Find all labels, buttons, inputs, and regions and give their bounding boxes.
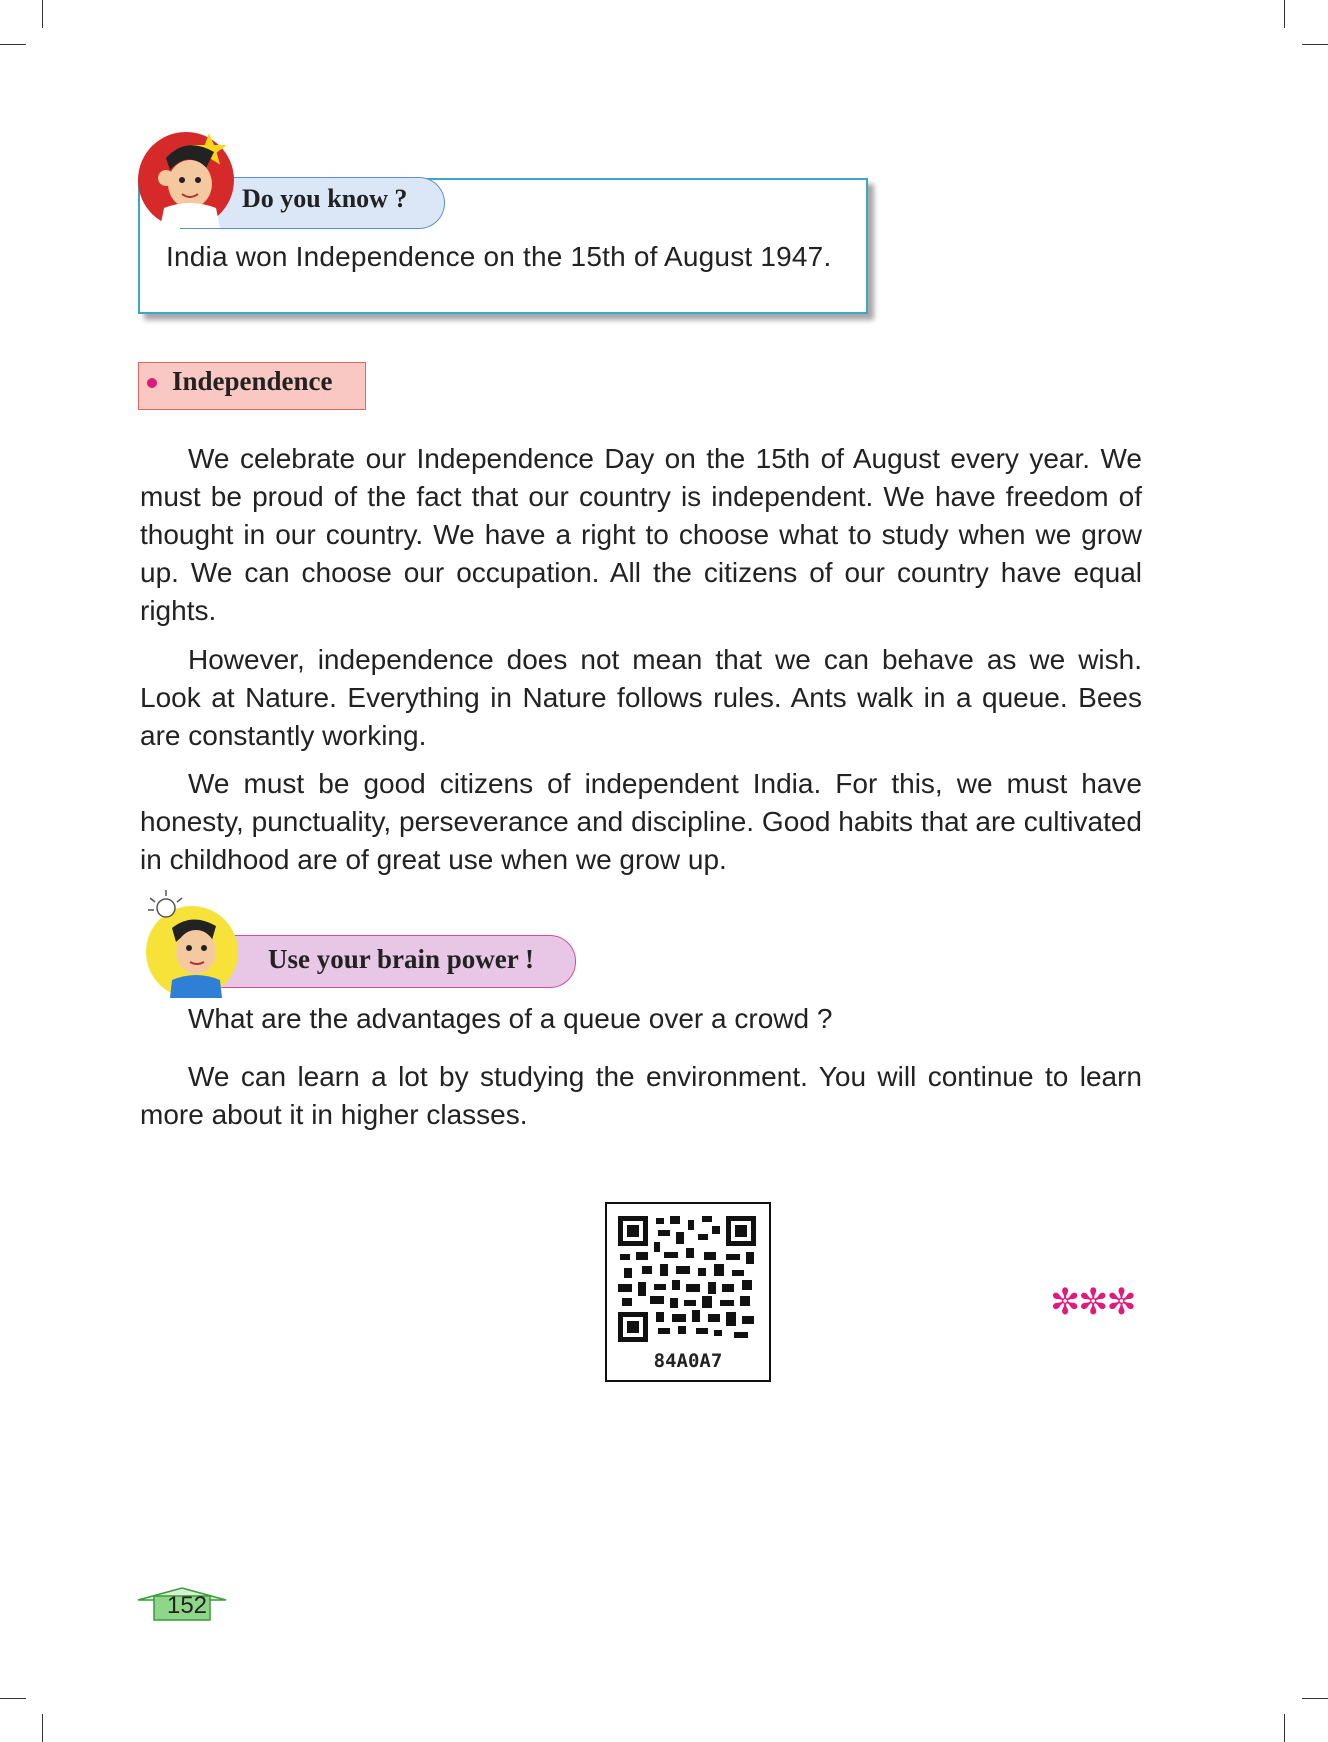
paragraph: We must be good citizens of independent India. For this, we must have honesty, punctuality, perseverance and discipline. Good habits that are cultivated in childhood are of great use when we grow up.: [140, 768, 1142, 875]
crop-mark: [42, 0, 43, 28]
section-title: Independence: [172, 366, 333, 396]
boy-thinking-mascot-icon: [136, 128, 248, 228]
crop-mark: [1302, 1698, 1328, 1699]
qr-code-icon: [614, 1212, 760, 1348]
crop-mark: [42, 1714, 43, 1742]
crop-mark: [1284, 0, 1285, 28]
paragraph: However, independence does not mean that we can behave as we wish. Look at Nature. Everything in Nature follows rules. Ants walk in a queue. Bees are constantly working.: [140, 644, 1142, 751]
boy-lightbulb-mascot-icon: [142, 888, 242, 998]
crop-mark: [1302, 44, 1328, 45]
crop-mark: [0, 1698, 26, 1699]
brain-power-title: Use your brain power !: [268, 944, 535, 974]
do-you-know-title: Do you know ?: [242, 184, 408, 213]
crop-mark: [1284, 1714, 1285, 1742]
page-number: 152: [166, 1592, 208, 1619]
end-of-chapter-stars: ✼✼✼: [1050, 1282, 1135, 1323]
crop-mark: [0, 44, 26, 45]
brain-power-question: What are the advantages of a queue over a crowd ?: [188, 1003, 833, 1034]
closing-paragraph: We can learn a lot by studying the environment. You will continue to learn more about it in higher classes.: [140, 1061, 1142, 1130]
bullet-dot-icon: [147, 378, 157, 388]
do-you-know-text: India won Independence on the 15th of August 1947.: [166, 241, 832, 272]
paragraph: We celebrate our Independence Day on the 15th of August every year. We must be proud of the fact that our country is independent. We have freedom of thought in our country. We have a right to choose what to study when we grow up. We can choose our occupation. All the citizens of our country have equal rights.: [140, 443, 1142, 626]
qr-code-label: 84A0A7: [653, 1350, 723, 1372]
